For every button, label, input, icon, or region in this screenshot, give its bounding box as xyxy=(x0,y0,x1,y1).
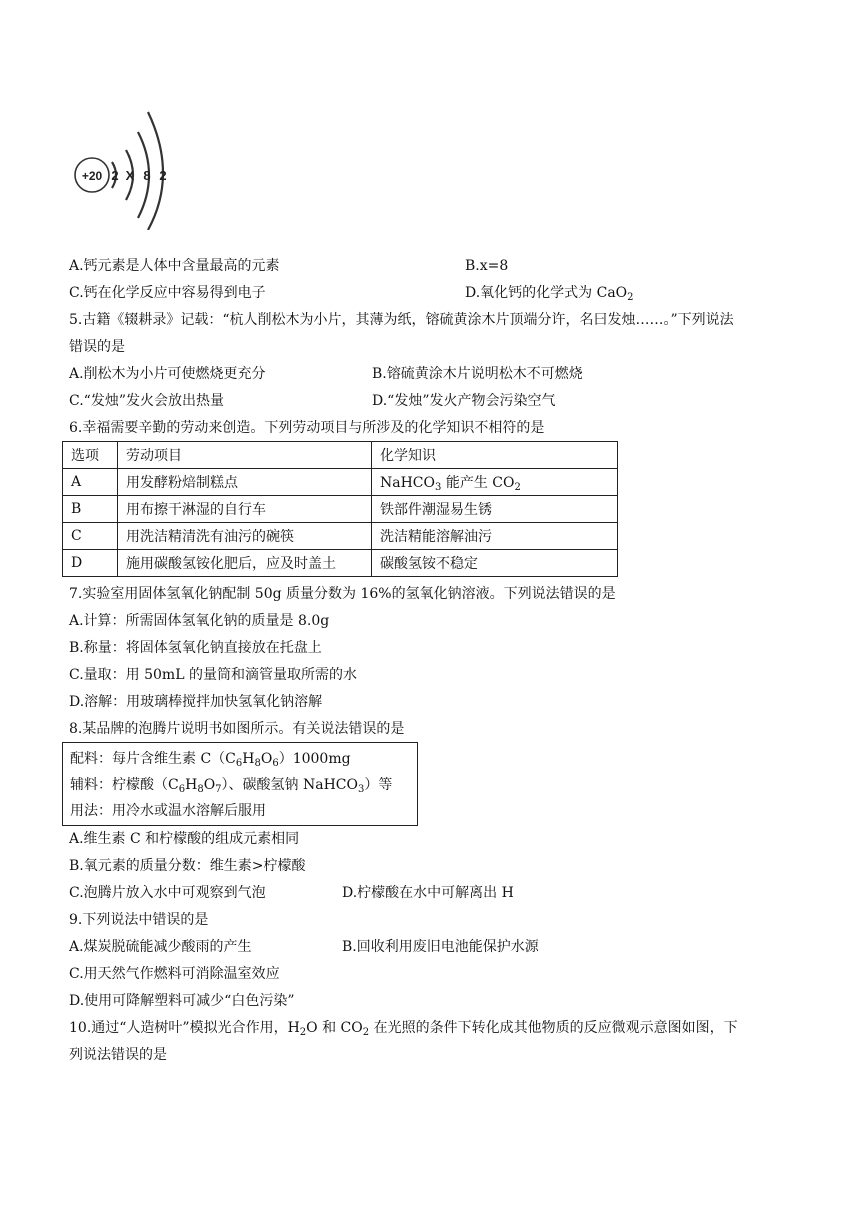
row-a-k1-sub: 3 xyxy=(435,482,442,493)
q6-stem: 6.幸福需要辛勤的劳动来创造。下列劳动项目与所涉及的化学知识不相符的是 xyxy=(69,420,545,436)
row-a-task: 用发酵粉焙制糕点 xyxy=(118,469,372,496)
row-c-option: C xyxy=(63,523,118,550)
q10-stem-line2: 列说法错误的是 xyxy=(69,1047,167,1063)
l1-sub1: 6 xyxy=(235,758,243,769)
table-row xyxy=(63,550,618,577)
l1-post: ）1000mg xyxy=(278,751,351,767)
q9-option-d: D.使用可降解塑料可减少“白色污染” xyxy=(69,993,295,1009)
q4-option-a: A.钙元素是人体中含量最高的元素 xyxy=(69,258,280,274)
header-knowledge: 化学知识 xyxy=(372,442,618,469)
row-d-option: D xyxy=(63,550,118,577)
l2-sub3: 7 xyxy=(215,784,222,795)
q9-stem: 9.下列说法中错误的是 xyxy=(69,912,209,928)
row-b-option: B xyxy=(63,496,118,523)
table-row xyxy=(63,496,618,523)
q10-s1: 10.通过“人造树叶”模拟光合作用，H xyxy=(69,1020,300,1036)
l1-sub3: 6 xyxy=(272,758,279,769)
header-option: 选项 xyxy=(63,442,118,469)
l2-sub2: 8 xyxy=(197,784,204,795)
q10-sub2: 2 xyxy=(362,1027,370,1038)
q8-option-b: B.氧元素的质量分数：维生素>柠檬酸 xyxy=(69,858,306,874)
q7-stem: 7.实验室用固体氢氧化钠配制 50g 质量分数为 16%的氢氧化钠溶液。下列说法错误的是 xyxy=(69,586,616,602)
q4-option-d-text: D.氧化钙的化学式为 CaO xyxy=(465,285,628,301)
row-d-knowledge: 碳酸氢铵不稳定 xyxy=(372,550,618,577)
q9-option-b: B.回收利用废旧电池能保护水源 xyxy=(342,939,539,955)
shell-1-count: 2 xyxy=(111,168,119,183)
q10-s3: 在光照的条件下转化成其他物质的反应微观示意图如图，下 xyxy=(369,1020,738,1036)
row-b-knowledge: 铁部件潮湿易生锈 xyxy=(372,496,618,523)
nucleus-charge: +20 xyxy=(81,169,103,183)
q8-option-c: C.泡腾片放入水中可观察到气泡 xyxy=(69,885,266,901)
header-task: 劳动项目 xyxy=(118,442,372,469)
q10-sub1: 2 xyxy=(299,1027,307,1038)
q10-stem-line1 xyxy=(69,1018,738,1038)
l2-m1: H xyxy=(185,777,198,793)
q7-option-c: C.量取：用 50mL 的量筒和滴管量取所需的水 xyxy=(69,667,357,683)
q4-option-b: B.x=8 xyxy=(465,258,509,274)
q8-option-d: D.柠檬酸在水中可解离出 H xyxy=(342,885,514,901)
l2-m2: O xyxy=(203,777,216,793)
q5-option-c: C.“发烛”发火会放出热量 xyxy=(69,393,224,409)
l2-sub4: 3 xyxy=(358,784,365,795)
q5-stem-line1: 5.古籍《辍耕录》记载：“杭人削松木为小片，其薄为纸，镕硫黄涂木片顶端分许，名曰发烛……。”下列说法 xyxy=(69,312,734,328)
q9-option-c: C.用天然气作燃料可消除温室效应 xyxy=(69,966,280,982)
box-line-ingredients xyxy=(70,749,351,769)
q7-option-a: A.计算：所需固体氢氧化钠的质量是 8.0g xyxy=(69,613,330,629)
q5-option-b: B.镕硫黄涂木片说明松木不可燃烧 xyxy=(372,366,583,382)
row-d-task: 施用碳酸氢铵化肥后，应及时盖土 xyxy=(118,550,372,577)
l2-mid: ）、碳酸氢钠 NaHCO xyxy=(221,777,358,793)
l2-sub1: 6 xyxy=(178,784,186,795)
q10-s2: O 和 CO xyxy=(306,1020,363,1036)
shell-3-count: 8 xyxy=(143,168,151,183)
row-a-option: A xyxy=(63,469,118,496)
l1-m1: H xyxy=(242,751,255,767)
q5-stem-line2: 错误的是 xyxy=(69,339,125,355)
box-line-excipients xyxy=(70,775,392,795)
l2-post: ）等 xyxy=(364,777,393,793)
row-a-k2-sub: 2 xyxy=(514,482,521,493)
q8-instruction-box xyxy=(62,742,418,826)
shell-4-count: 2 xyxy=(159,168,167,183)
q6-table xyxy=(62,441,618,577)
q5-option-a: A.削松木为小片可使燃烧更充分 xyxy=(69,366,266,382)
q4-option-d-subscript: 2 xyxy=(627,292,634,303)
q9-option-a: A.煤炭脱硫能减少酸雨的产生 xyxy=(69,939,252,955)
q8-option-a: A.维生素 C 和柠檬酸的组成元素相同 xyxy=(69,831,300,847)
q8-stem: 8.某品牌的泡腾片说明书如图所示。有关说法错误的是 xyxy=(69,721,405,737)
l1-m2: O xyxy=(260,751,273,767)
l1-pre: 配料：每片含维生素 C（C xyxy=(70,751,236,767)
calcium-atom-structure-diagram xyxy=(68,100,188,230)
l1-sub2: 8 xyxy=(254,758,261,769)
q7-option-b: B.称量：将固体氢氧化钠直接放在托盘上 xyxy=(69,640,322,656)
row-a-k2: 能产生 CO xyxy=(441,475,515,491)
table-row xyxy=(63,523,618,550)
q5-option-d: D.“发烛”发火产物会污染空气 xyxy=(372,393,556,409)
shell-2-count: X xyxy=(125,168,135,183)
l2-pre: 辅料：柠檬酸（C xyxy=(70,777,179,793)
q4-option-c: C.钙在化学反应中容易得到电子 xyxy=(69,285,266,301)
row-c-knowledge: 洗洁精能溶解油污 xyxy=(372,523,618,550)
row-a-k1: NaHCO xyxy=(380,475,435,491)
row-a-knowledge xyxy=(372,469,618,496)
row-b-task: 用布擦干淋湿的自行车 xyxy=(118,496,372,523)
table-header-row xyxy=(63,442,618,469)
box-line-usage: 用法：用冷水或温水溶解后服用 xyxy=(70,803,266,819)
q7-option-d: D.溶解：用玻璃棒搅拌加快氢氧化钠溶解 xyxy=(69,694,323,710)
row-c-task: 用洗洁精清洗有油污的碗筷 xyxy=(118,523,372,550)
table-row xyxy=(63,469,618,496)
q4-option-d xyxy=(465,283,634,303)
